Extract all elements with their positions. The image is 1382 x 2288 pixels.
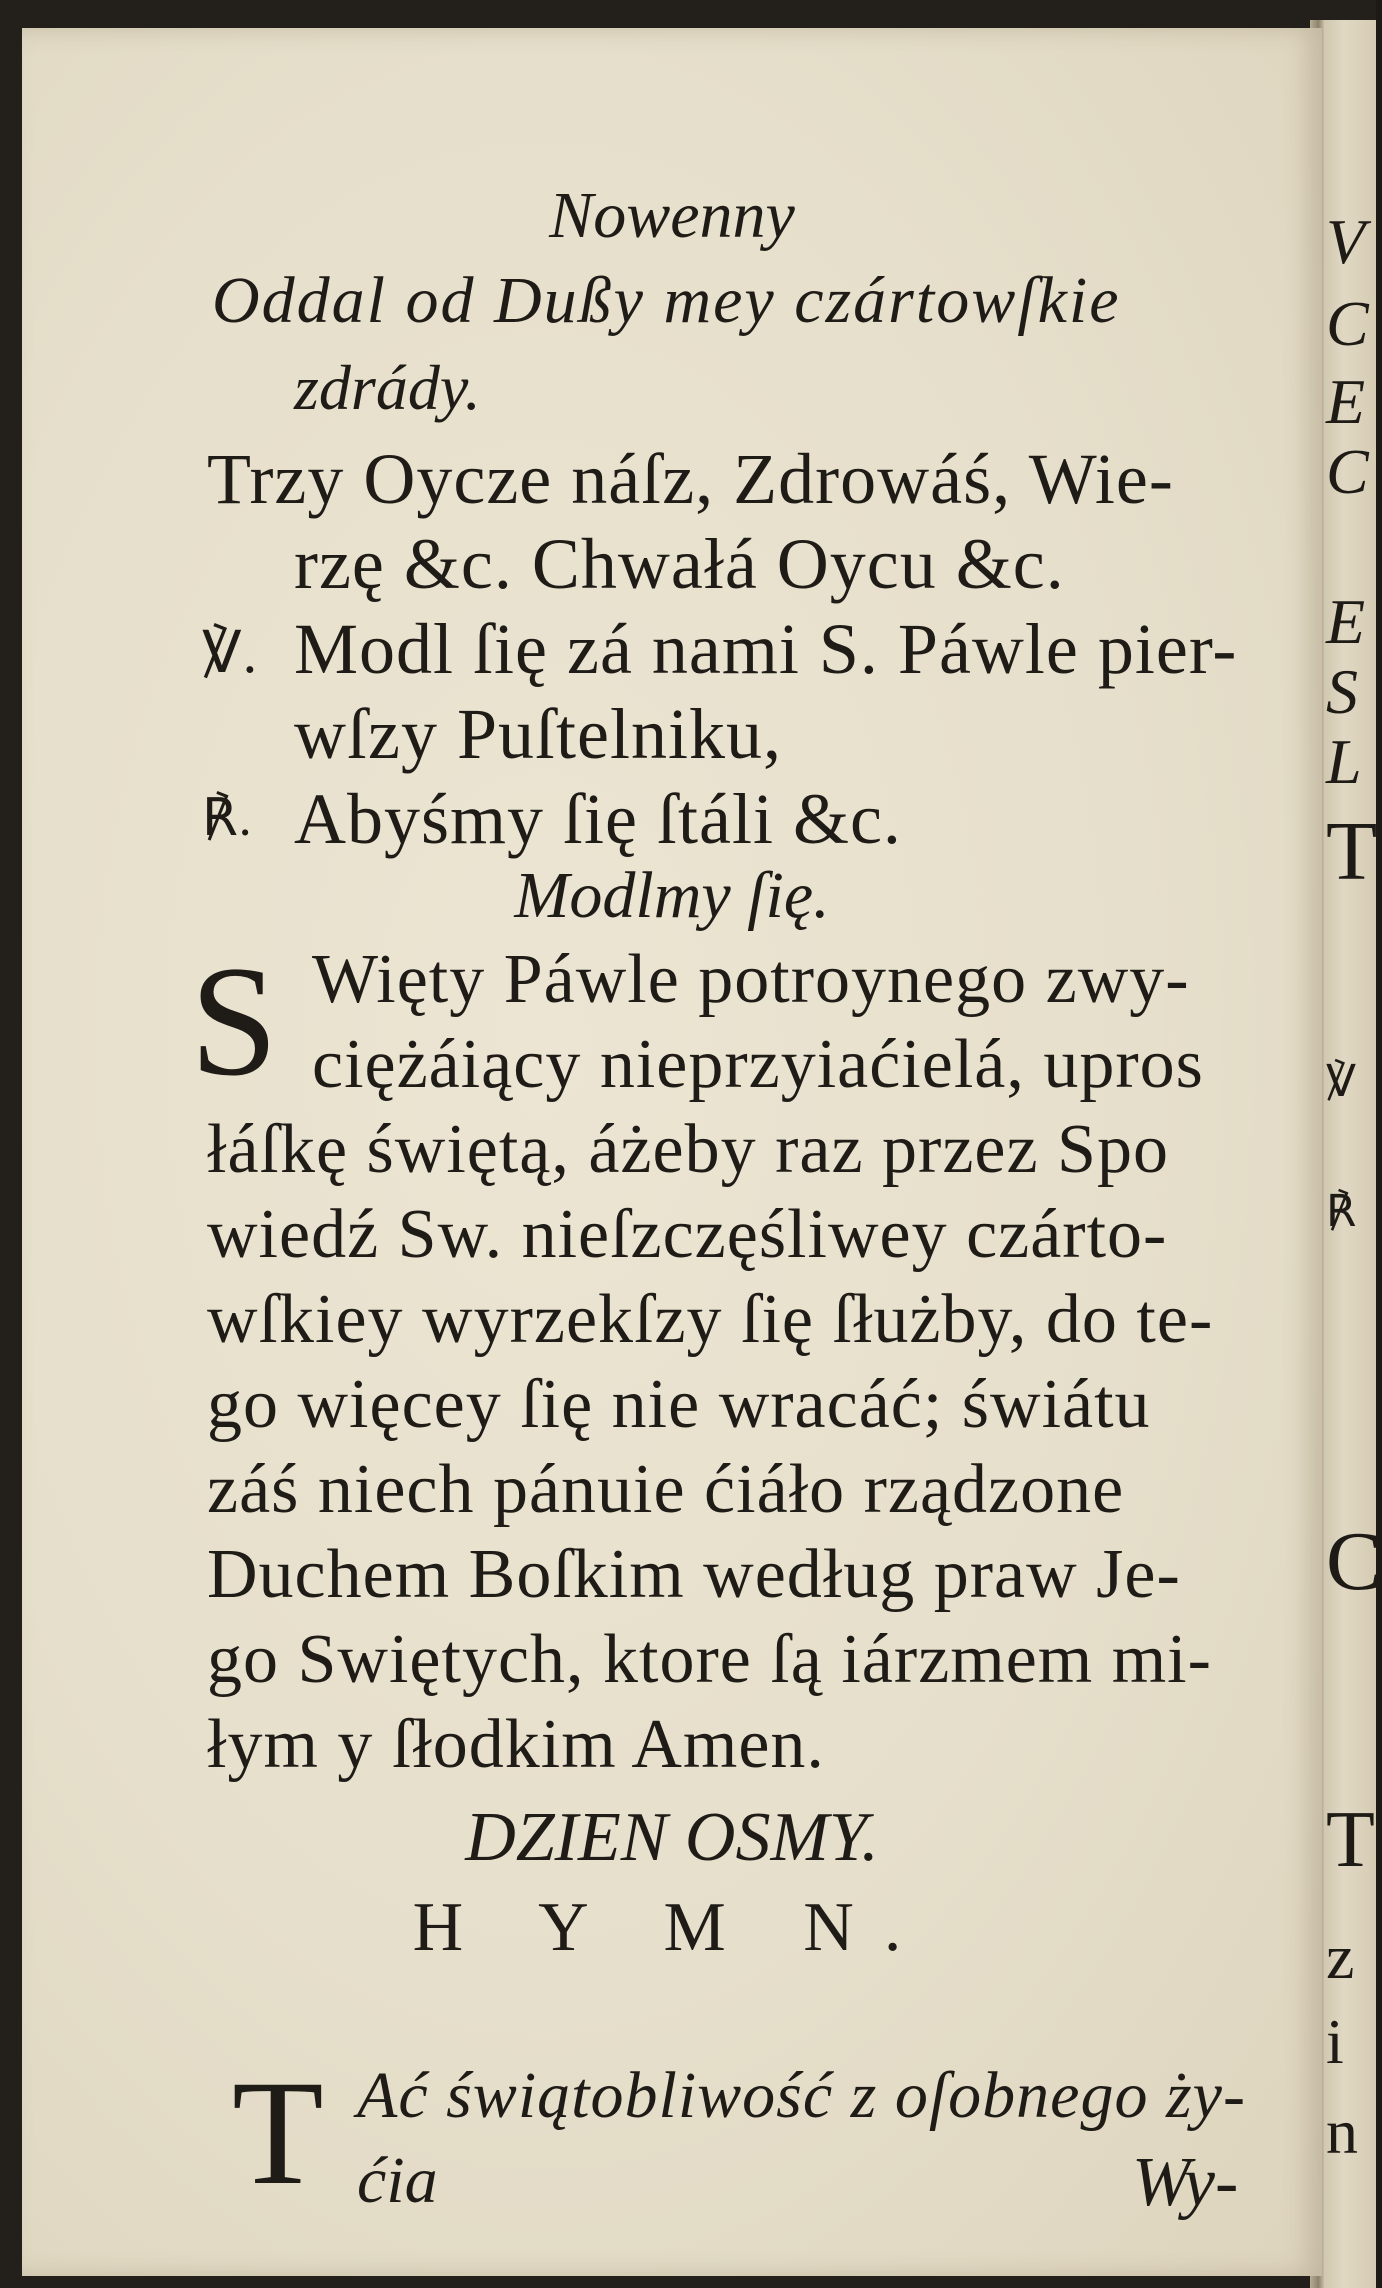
section-heading: Modlmy ſię. — [514, 859, 830, 932]
text-line: zdrády. — [294, 352, 481, 423]
facing-fragment: n — [1326, 2096, 1358, 2167]
facing-fragment: i — [1326, 2006, 1344, 2077]
running-head: Nowenny — [549, 179, 795, 252]
text-line: Abyśmy ſię ſtáli &c. — [294, 779, 902, 859]
text-line: Ać świątobliwość z oſobnego ży- — [357, 2059, 1246, 2132]
text-line: Trzy Oycze náſz, Zdrowáś, Wie- — [207, 439, 1174, 519]
facing-fragment: L — [1326, 726, 1362, 797]
facing-page-edge — [1322, 20, 1382, 2288]
text-line: záś niech pánuie ćiáło rządzone — [207, 1451, 1125, 1528]
text-line: Oddal od Dußy mey czártowſkie — [212, 264, 1121, 337]
response-mark: ℟. — [202, 790, 253, 847]
day-heading: DZIEN OSMY. — [465, 1799, 879, 1876]
text-line: łym y ſłodkim Amen. — [207, 1706, 825, 1783]
hymn-heading: H Y M N. — [412, 1889, 932, 1966]
text-line: Więty Páwle potroynego zwy- — [312, 941, 1190, 1018]
text-line: wſkiey wyrzekſzy ſię ſłużby, do te- — [207, 1281, 1214, 1358]
facing-fragment: C — [1326, 436, 1369, 507]
text-line: go Swiętych, ktore ſą iárzmem mi- — [207, 1621, 1212, 1698]
facing-fragment: E — [1326, 366, 1366, 437]
facing-fragment: T — [1326, 805, 1378, 898]
text-line: ciężáiący nieprzyiaćielá, upros — [312, 1026, 1204, 1103]
text-line: rzę &c. Chwałá Oycu &c. — [294, 524, 1065, 604]
catchword: Wy- — [1132, 2144, 1239, 2221]
drop-cap: S — [190, 934, 278, 1109]
text-line: wſzy Puſtelniku, — [294, 694, 782, 774]
facing-fragment: E — [1326, 586, 1366, 657]
facing-fragment: ℟ — [1326, 1187, 1357, 1236]
facing-fragment: z — [1326, 1921, 1355, 1992]
text-line: go więcey ſię nie wracáć; świátu — [207, 1366, 1151, 1443]
text-line: Duchem Boſkim według praw Je- — [207, 1536, 1181, 1613]
facing-fragment: V — [1326, 206, 1366, 277]
book-page — [22, 28, 1322, 2276]
text-line: wiedź Sw. nieſzczęśliwey czárto- — [207, 1196, 1168, 1273]
facing-fragment: C — [1326, 288, 1369, 359]
text-line: ćia — [357, 2144, 438, 2217]
facing-fragment: ℣ — [1326, 1057, 1357, 1106]
versicle-mark: ℣. — [202, 620, 259, 685]
text-line: Modl ſię zá nami S. Páwle pier- — [294, 609, 1238, 689]
facing-fragment: T — [1326, 1796, 1375, 1884]
facing-fragment: C — [1326, 1515, 1382, 1608]
text-line: łáſkę świętą, áżeby raz przez Spo — [207, 1111, 1169, 1188]
drop-cap: T — [232, 2050, 324, 2216]
facing-fragment: S — [1326, 656, 1358, 727]
